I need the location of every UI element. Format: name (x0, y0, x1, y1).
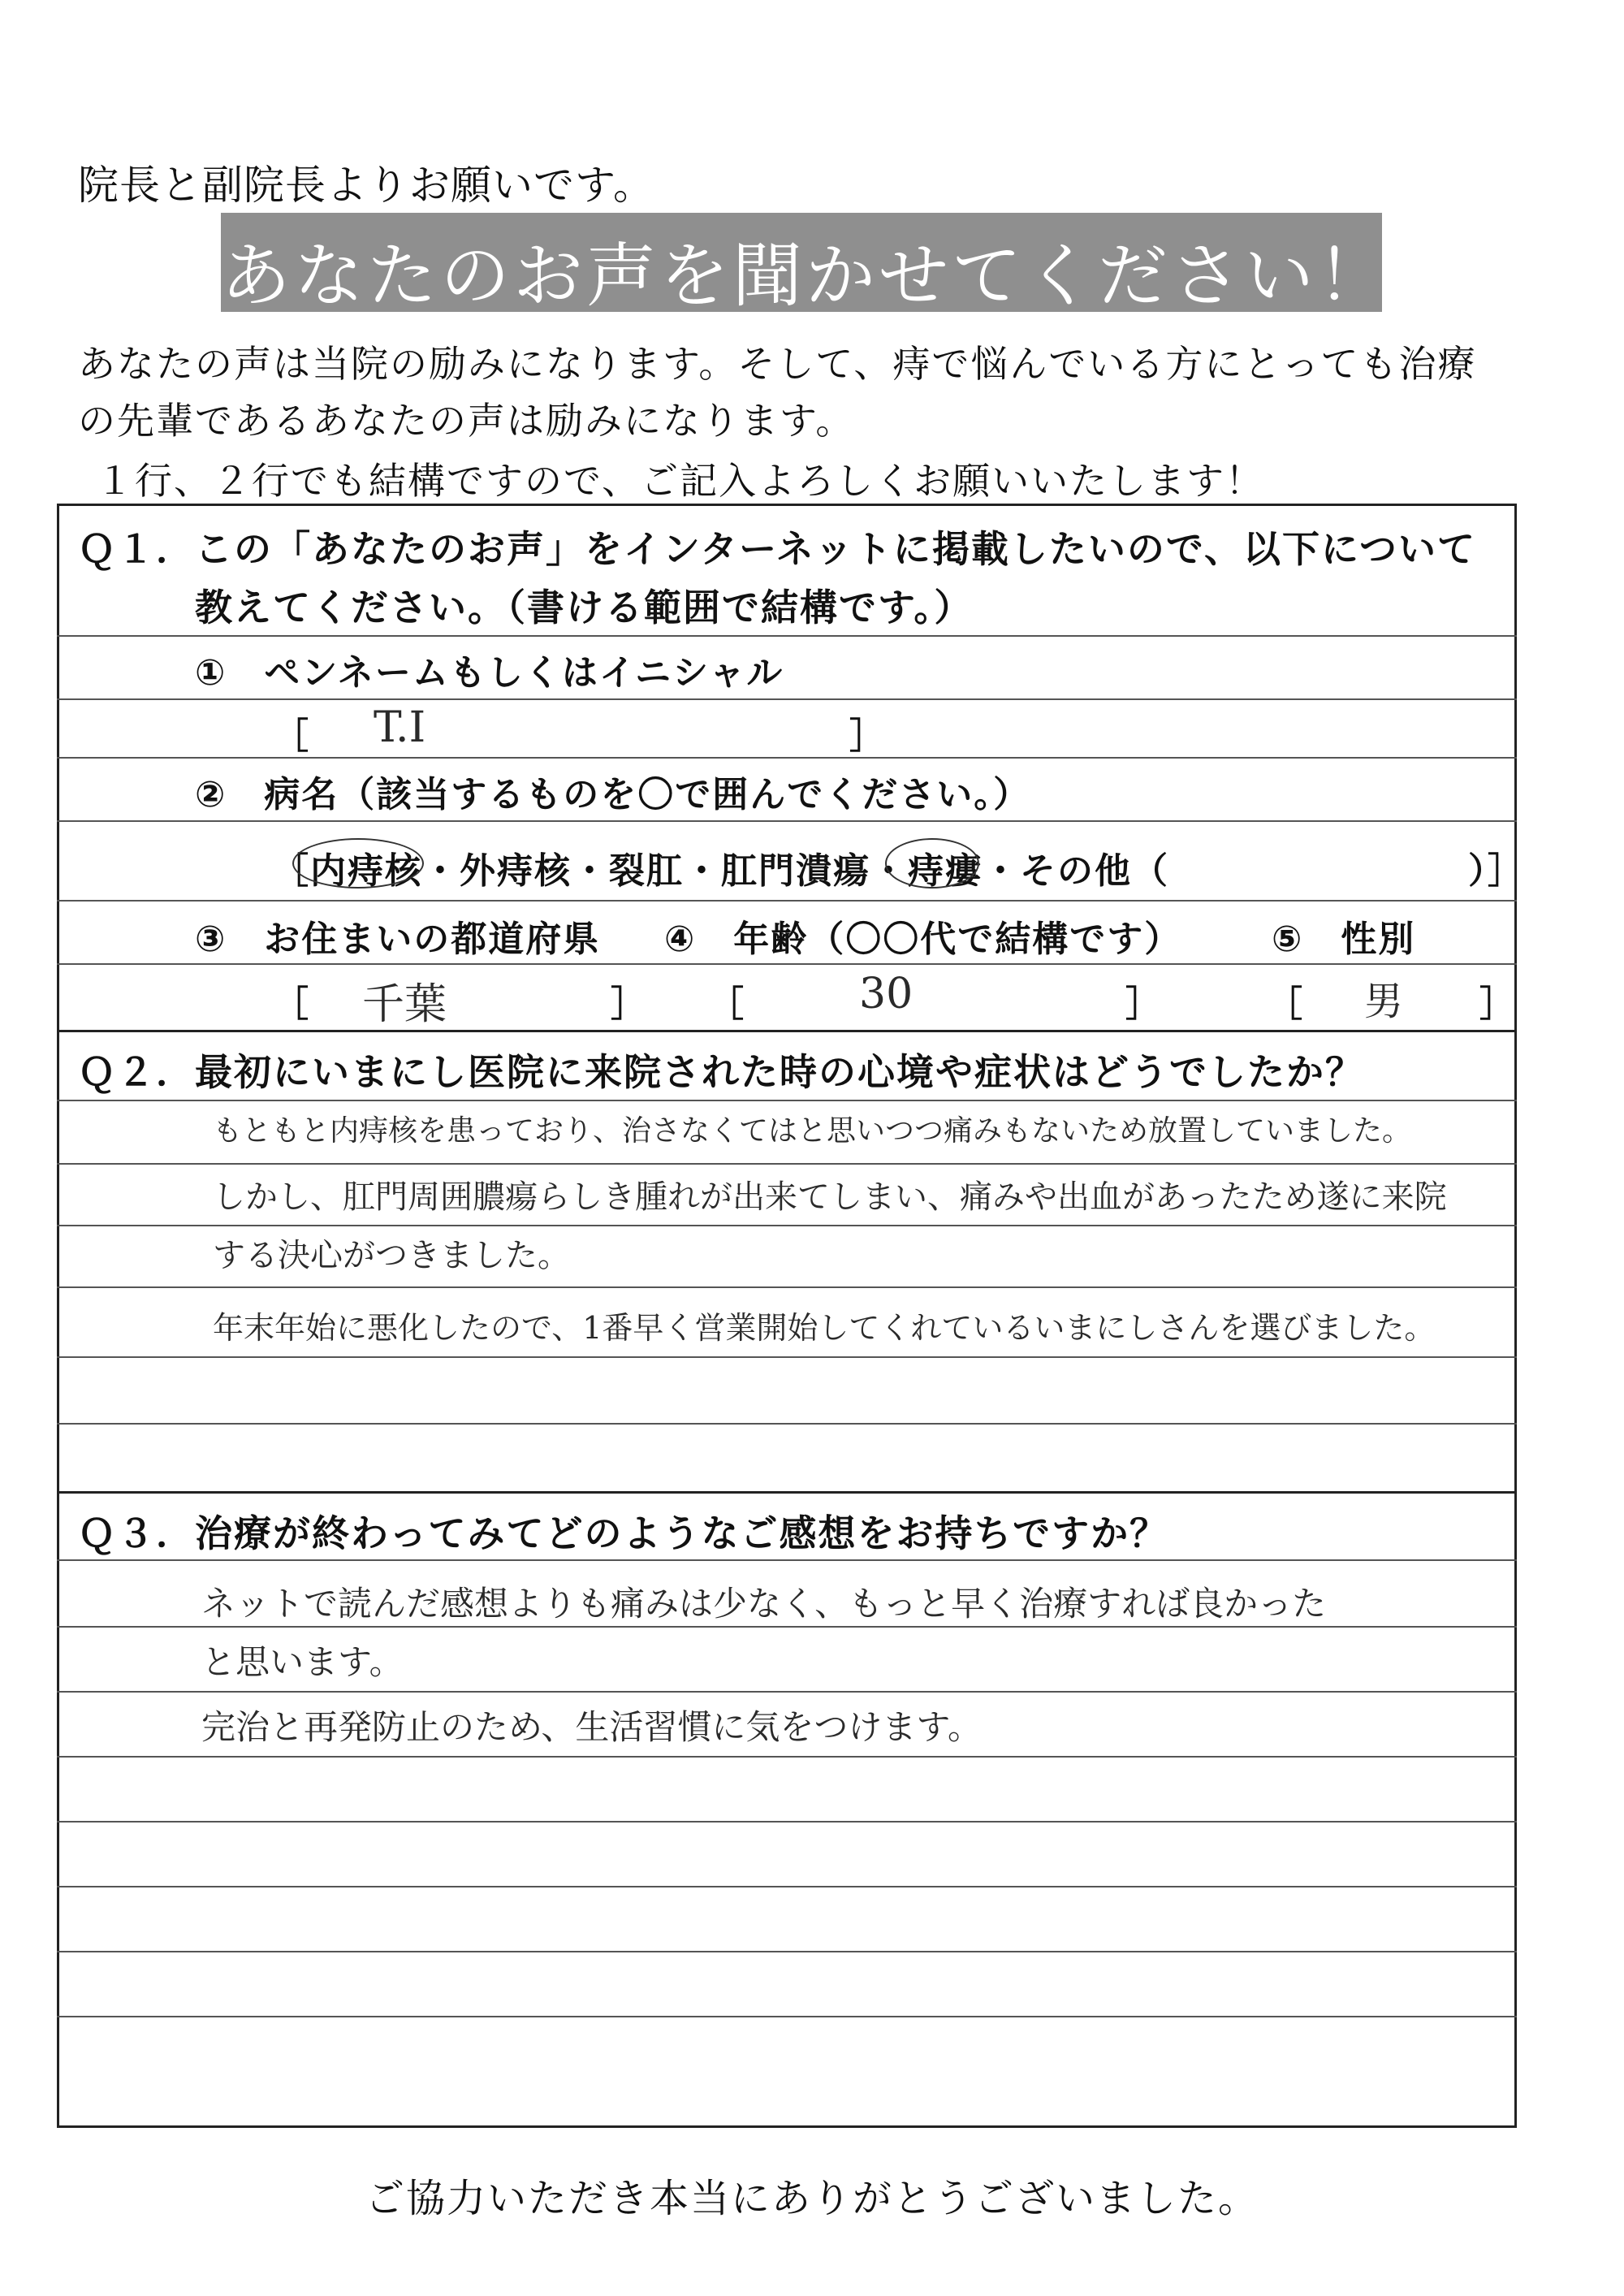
rule (57, 757, 1517, 759)
rule (57, 1886, 1517, 1887)
age-answer: 30 (859, 970, 914, 1018)
title-banner (221, 213, 1390, 317)
age-bracket-open: ［ (708, 984, 744, 1025)
rule (57, 1356, 1517, 1358)
rule (57, 1821, 1517, 1823)
intro-paragraph-line-3: １行、２行でも結構ですので、ご記入よろしくお願いいたします！ (96, 459, 1265, 503)
q2-answer-line: しかし、肛門周囲膿瘍らしき腫れが出来てしまい、痛みや出血があったため遂に来院 (213, 1178, 1447, 1216)
q1-item-1-label: ① ペンネームもしくはイニシャル (195, 652, 784, 694)
rule (57, 1691, 1517, 1693)
rule (57, 1423, 1517, 1425)
prefecture-bracket-close: ］ (611, 984, 646, 1025)
rule (57, 1951, 1517, 1952)
rule (57, 900, 1517, 902)
selected-option-circle (292, 838, 424, 889)
q1-item-3-label: ③ お住まいの都道府県 (195, 919, 601, 960)
prefecture-bracket-open: ［ (273, 984, 309, 1025)
q3-answer-line: 完治と再発防止のため、生活習慣に気をつけます。 (201, 1707, 982, 1747)
q2-answer-line: 年末年始に悪化したので、1番早く営業開始してくれているいまにしさんを選びました。 (213, 1310, 1436, 1346)
diagnosis-options: ［内痔核・外痔核・裂肛・肛門潰瘍・痔瘻・その他（ (273, 850, 1169, 892)
pen-name-bracket-open: ［ (273, 716, 309, 757)
diagnosis-options-close: ）］ (1468, 850, 1525, 892)
prefecture-answer: 千葉 (362, 980, 447, 1029)
pen-name-bracket-close: ］ (849, 716, 885, 757)
age-bracket-close: ］ (1125, 984, 1161, 1025)
pen-name-answer: T.I (374, 703, 426, 752)
q3-answer-line: と思います。 (201, 1642, 404, 1682)
closing-thanks: ご協力いただき本当にありがとうございました。 (365, 2176, 1259, 2221)
rule (57, 1559, 1517, 1561)
rule (57, 1225, 1517, 1226)
rule (57, 1626, 1517, 1628)
q1-item-2-label: ② 病名（該当するものを〇で囲んでください。） (195, 774, 1031, 815)
rule (57, 635, 1517, 637)
section-divider (57, 1030, 1517, 1032)
rule (57, 698, 1517, 700)
rule (57, 2016, 1517, 2017)
rule (57, 1756, 1517, 1758)
q2-question: Ｑ２．最初にいまにし医院に来院された時の心境や症状はどうでしたか？ (78, 1050, 1364, 1094)
selected-option-circle (885, 838, 979, 889)
q2-answer-line: もともと内痔核を患っており、治さなくてはと思いつつ痛みもないため放置していました。 (213, 1114, 1412, 1148)
rule (57, 1163, 1517, 1165)
sex-bracket-close: ］ (1479, 984, 1515, 1025)
intro-heading: 院長と副院長よりお願いです。 (78, 162, 654, 209)
q1-question-line-1: Ｑ１．この「あなたのお声」をインターネットに掲載したいので、以下について (78, 527, 1477, 571)
q1-item-5-label: ⑤ 性別 (1272, 919, 1416, 960)
section-divider (57, 1491, 1517, 1494)
q3-answer-line: ネットで読んだ感想よりも痛みは少なく、もっと早く治療すれば良かった (201, 1584, 1327, 1624)
intro-paragraph-line-2: の先輩であるあなたの声は励みになります。 (78, 399, 855, 443)
rule (57, 963, 1517, 965)
banner-title: あなたのお声を聞かせてください！ (221, 236, 1390, 317)
rule (57, 1286, 1517, 1288)
q3-question: Ｑ３．治療が終わってみてどのようなご感想をお持ちですか？ (78, 1511, 1169, 1555)
sex-answer: 男 (1364, 979, 1404, 1024)
rule (57, 1100, 1517, 1101)
q1-question-line-2: 教えてください。（書ける範囲で結構です。） (195, 586, 974, 629)
q2-answer-line: する決心がつきました。 (213, 1237, 570, 1274)
q1-item-4-label: ④ 年齢（〇〇代で結構です） (664, 919, 1182, 960)
sex-bracket-open: ［ (1267, 984, 1302, 1025)
rule (57, 820, 1517, 822)
intro-paragraph-line-1: あなたの声は当院の励みになります。そして、痔で悩んでいる方にとっても治療 (78, 342, 1477, 386)
